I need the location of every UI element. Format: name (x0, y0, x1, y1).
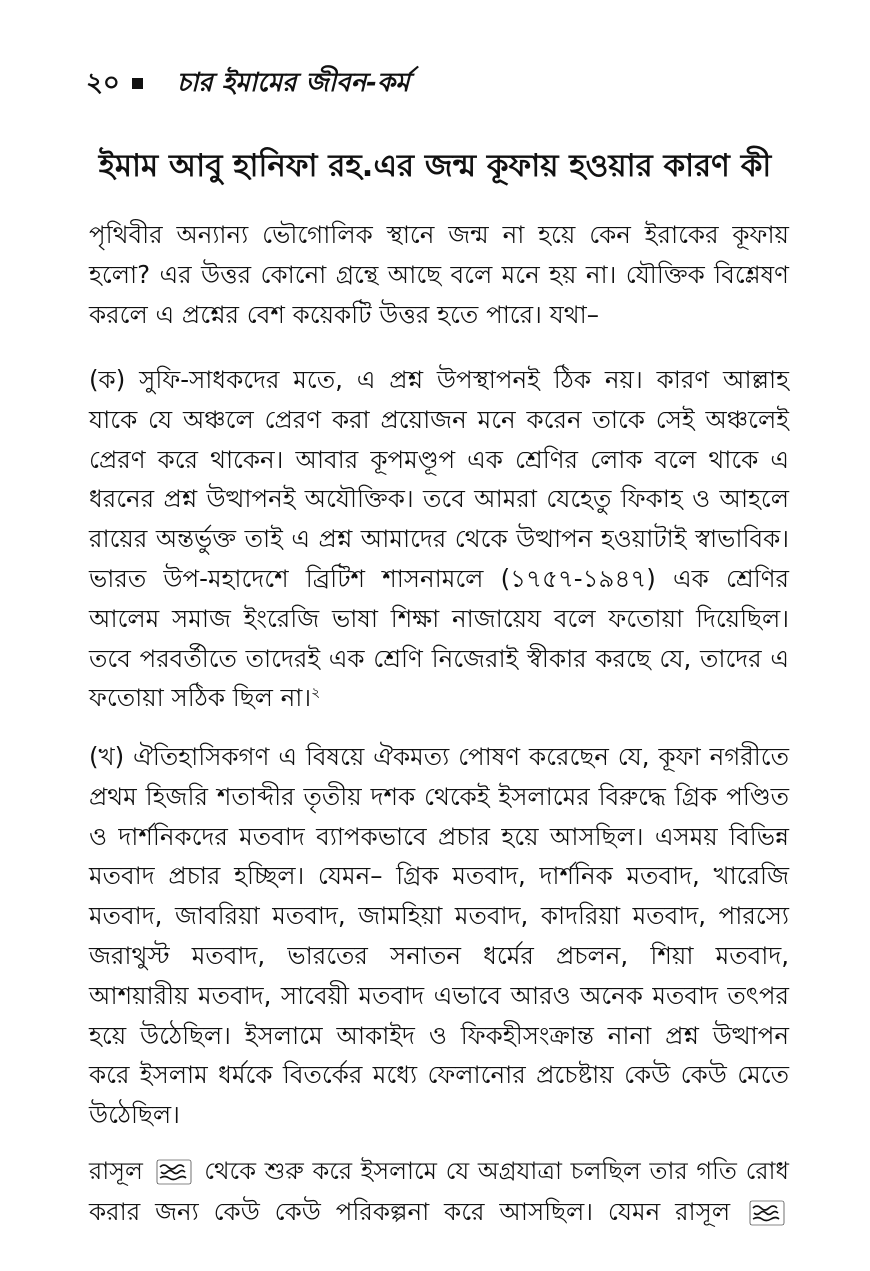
text-line: ভারত উপ-মহাদেশে ব্রিটিশ শাসনামলে (১৭৫৭-১৯৪৭) এক শ্রেণির (89, 563, 789, 593)
text-line: প্রেরণ করে থাকেন। আবার কূপমণ্ডূপ এক শ্রেণির লোক বলে থাকে এ (89, 444, 789, 474)
paragraph-intro (89, 215, 789, 334)
text-fragment: থেকে শুরু করে ইসলামে যে অগ্রযাত্রা চলছিল তার গতি রোধ (204, 1157, 789, 1185)
text-line: জরাথুস্ট মতবাদ, ভারতের সনাতন ধর্মের প্রচলন, শিয়া মতবাদ, (89, 940, 789, 970)
text-line: হলো? এর উত্তর কোনো গ্রন্থে আছে বলে মনে হয় না। যৌক্তিক বিশ্লেষণ (89, 259, 789, 289)
text-line: ও দার্শনিকদের মতবাদ ব্যাপকভাবে প্রচার হয়ে আসছিল। এসময় বিভিন্ন (89, 821, 789, 851)
text-line: (খ) ঐতিহাসিকগণ এ বিষয়ে ঐকমত্য পোষণ করেছেন যে, কূফা নগরীতে (89, 742, 789, 771)
text-line: হয়ে উঠেছিল। ইসলামে আকাইদ ও ফিকহীসংক্রান্ত নানা প্রশ্ন উত্থাপন (89, 1020, 789, 1050)
salawat-calligraphy-icon (156, 1159, 192, 1185)
salawat-calligraphy-icon (749, 1200, 785, 1226)
text-line: আলেম সমাজ ইংরেজি ভাষা শিক্ষা নাজায়েয বলে ফতোয়া দিয়েছিল। (89, 603, 789, 633)
text-line: যাকে যে অঞ্চলে প্রেরণ করা প্রয়োজন মনে করেন তাকে সেই অঞ্চলেই (89, 404, 789, 434)
square-bullet-icon (132, 78, 143, 89)
section-heading: ইমাম আবু হানিফা রহ.এর জন্ম কূফায় হওয়ার কারণ কী (98, 148, 772, 184)
paragraph-ka (89, 360, 789, 718)
text-fragment: রাসূল (89, 1157, 143, 1185)
text-line: করে ইসলাম ধর্মকে বিতর্কের মধ্যে ফেলানোর প্রচেষ্টায় কেউ কেউ মেতে (89, 1060, 789, 1090)
text-line (89, 678, 789, 718)
text-line: পৃথিবীর অন্যান্য ভৌগোলিক স্থানে জন্ম না হয়ে কেন ইরাকের কূফায় (89, 220, 789, 249)
footnote-marker[interactable]: ২ (311, 685, 321, 702)
paragraph-kha (89, 737, 789, 1135)
text-line: তবে পরবর্তীতে তাদেরই এক শ্রেণি নিজেরাই স্বীকার করছে যে, তাদের এ (89, 643, 789, 673)
text-line: ধরনের প্রশ্ন উত্থাপনই অযৌক্তিক। তবে আমরা যেহেতু ফিকাহ ও আহলে (89, 484, 789, 514)
text-line: আশয়ারীয় মতবাদ, সাবেয়ী মতবাদ এভাবে আরও অনেক মতবাদ তৎপর (89, 980, 789, 1010)
text-line: প্রথম হিজরি শতাব্দীর তৃতীয় দশক থেকেই ইসলামের বিরুদ্ধে গ্রিক পণ্ডিত (89, 781, 789, 811)
running-title: চার ইমামের জীবন-কর্ম (176, 68, 410, 98)
text-line: রায়ের অন্তর্ভুক্ত তাই এ প্রশ্ন আমাদের থেকে উত্থাপন হওয়াটাই স্বাভাবিক। (89, 524, 789, 554)
text-line: উঠেছিল। (89, 1100, 180, 1130)
text-line: মতবাদ প্রচার হচ্ছিল। যেমন– গ্রিক মতবাদ, দার্শনিক মতবাদ, খারেজি (89, 861, 789, 891)
text-line (89, 1192, 789, 1232)
text-line: করলে এ প্রশ্নের বেশ কয়েকটি উত্তর হতে পারে। যথা– (89, 299, 600, 329)
page-number: ২০ (86, 68, 120, 98)
paragraph-rasul (89, 1152, 789, 1232)
text-line (89, 1152, 789, 1192)
running-header (86, 66, 410, 100)
text-fragment: করার জন্য কেউ কেউ পরিকল্পনা করে আসছিল। যেমন রাসূল (89, 1196, 731, 1226)
text-line: মতবাদ, জাবরিয়া মতবাদ, জামহিয়া মতবাদ, কাদরিয়া মতবাদ, পারস্যে (89, 901, 789, 931)
text-line-content: ফতোয়া সঠিক ছিল না। (89, 683, 312, 713)
text-line: (ক) সুফি-সাধকদের মতে, এ প্রশ্ন উপস্থাপনই ঠিক নয়। কারণ আল্লাহ (89, 365, 789, 394)
